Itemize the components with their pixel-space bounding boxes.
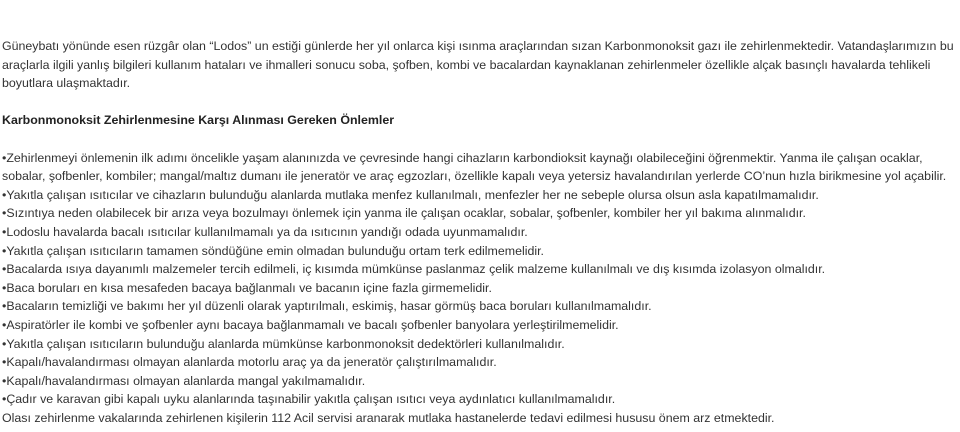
precautions-list — [2, 149, 956, 409]
list-item: •Çadır ve karavan gibi kapalı uyku alanlarında taşınabilir yakıtla çalışan ısıtıcı veya aydınlatıcı kullanılmamalıdır. — [2, 392, 616, 407]
list-item: •Sızıntıya neden olabilecek bir arıza veya bozulmayı önlemek için yanma ile çalışan ocaklar, sobalar, şofbenler, kombiler her yıl bakıma alınmalıdır. — [2, 206, 806, 221]
list-item: •Lodoslu havalarda bacalı ısıtıcılar kullanılmamalı ya da ısıtıcının yandığı odada uyunmamalıdır. — [2, 224, 528, 239]
list-item: •Bacalarda ısıya dayanımlı malzemeler tercih edilmeli, iç kısımda mümkünse paslanmaz çelik malzeme kullanılmalı ve dış kısımda izolasyon olmalıdır. — [2, 262, 826, 277]
list-item: •Yakıtla çalışan ısıtıcıların tamamen söndüğüne emin olmadan bulunduğu ortam terk edilmemelidir. — [2, 243, 545, 258]
list-item: •Kapalı/havalandırması olmayan alanlarda motorlu araç ya da jeneratör çalıştırılmamalıdır. — [2, 355, 497, 370]
list-item: •Baca boruları en kısa mesafeden bacaya bağlanmalı ve bacanın içine fazla girmemelidir. — [2, 280, 492, 295]
list-item: •Aspiratörler ile kombi ve şofbenler aynı bacaya bağlanmamalı ve bacalı şofbenler banyolara yerleştirilmemelidir. — [2, 317, 619, 332]
intro-paragraph: Güneybatı yönünde esen rüzgâr olan “Lodos” un estiği günlerde her yıl onlarca kişi ısınma araçlarından sızan Karbonmonoksit gazı ile zehirlenmektedir. Vatandaşlarımızın bu araçlarla ilgili yanlış bilgileri kullanım hataları ve ihmalleri sonucu soba, şofben, kombi ve bacalardan kaynaklanan zehirlenmeler özellikle alçak basınçlı havalarda tehlikeli boyutlara ulaşmaktadır. — [2, 39, 954, 91]
section-heading: Karbonmonoksit Zehirlenmesine Karşı Alınması Gereken Önlemler — [2, 113, 395, 128]
list-item: •Yakıtla çalışan ısıtıcılar ve cihazların bulunduğu alanlarda mutlaka menfez kullanılmalı, menfezler her ne sebeple olursa olsun asla kapatılmamalıdır. — [2, 187, 819, 202]
list-item: •Kapalı/havalandırması olmayan alanlarda mangal yakılmamalıdır. — [2, 373, 366, 388]
list-item: •Yakıtla çalışan ısıtıcıların bulunduğu alanlarda mümkünse karbonmonoksit dedektörleri kullanılmalıdır. — [2, 336, 565, 351]
article-body — [2, 37, 956, 427]
list-item: •Bacaların temizliği ve bakımı her yıl düzenli olarak yaptırılmalı, eskimiş, hasar görmüş baca boruları kullanılmamalıdır. — [2, 299, 652, 314]
list-item: •Zehirlenmeyi önlemenin ilk adımı öncelikle yaşam alanınızda ve çevresinde hangi cihazların karbondioksit kaynağı olabileceğini öğrenmektir. Yanma ile çalışan ocaklar, sobalar, şofbenler, kombiler; mangal/maltız dumanı ile jeneratör ve araç egzozları, özellikle kapalı veya yetersiz havalandırılan yerlerde CO’nun hızla birikmesine yol açabilir. — [2, 150, 947, 184]
closing-paragraph: Olası zehirlenme vakalarında zehirlenen kişilerin 112 Acil servisi aranarak mutlaka hastanelerde tedavi edilmesi hususu önem arz etmektedir. — [2, 410, 775, 425]
